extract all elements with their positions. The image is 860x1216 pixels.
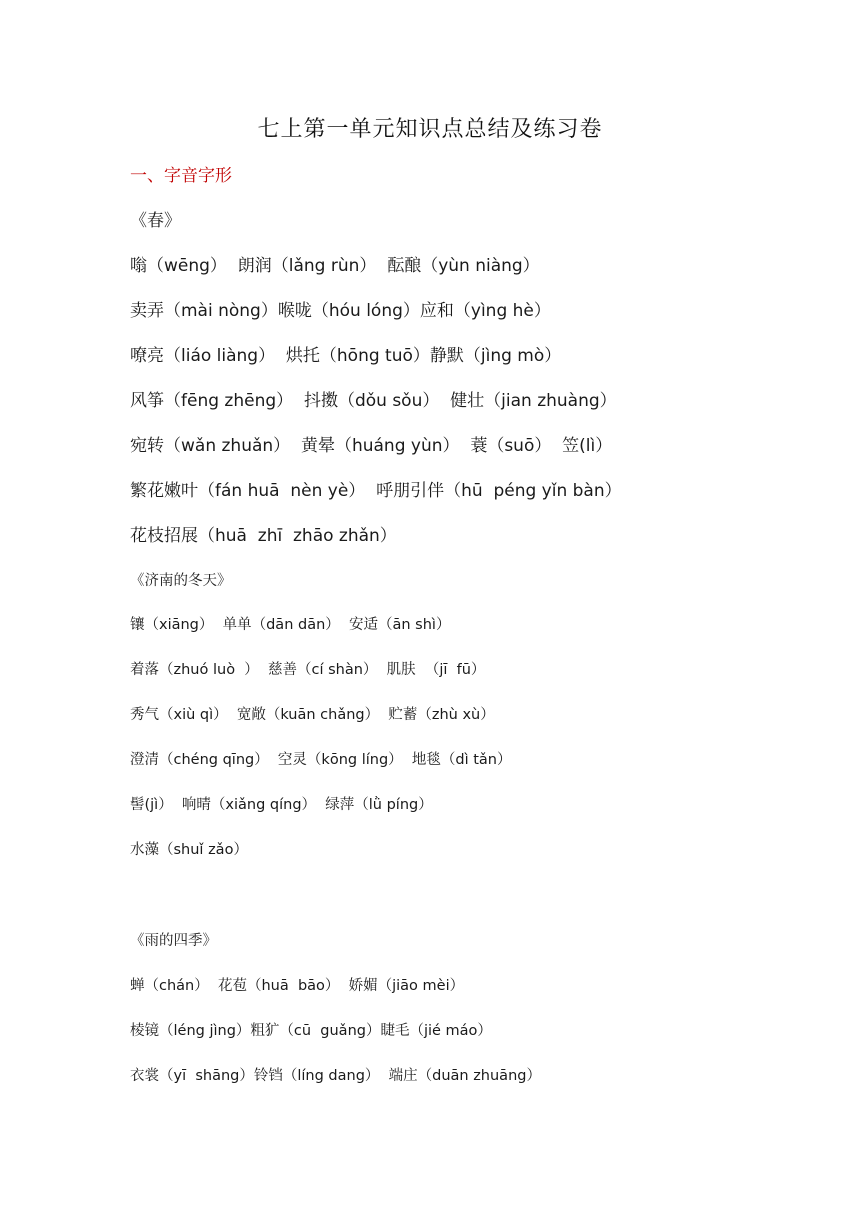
document-title: 七上第一单元知识点总结及练习卷 — [257, 117, 603, 142]
vocab-line: 水藻（shuǐ zǎo） — [130, 842, 248, 858]
vocab-line: 镶（xiāng） 单单（dān dān） 安适（ān shì） — [130, 617, 451, 633]
vocab-line: 蝉（chán） 花苞（huā bāo） 娇媚（jiāo mèi） — [130, 978, 465, 994]
vocab-line: 髻(jì） 响晴（xiǎng qíng） 绿萍（lǜ píng） — [130, 797, 433, 813]
lesson-title-jinan: 《济南的冬天》 — [130, 573, 232, 589]
vocab-line: 风筝（fēng zhēng） 抖擞（dǒu sǒu） 健壮（jian zhuàng） — [130, 391, 617, 411]
lesson-title-yu: 《雨的四季》 — [130, 933, 217, 949]
vocab-line: 宛转（wǎn zhuǎn） 黄晕（huáng yùn） 蓑（suō） 笠(lì） — [130, 436, 613, 456]
lesson-title-chun: 《春》 — [130, 211, 181, 231]
vocab-line: 着落（zhuó luò ） 慈善（cí shàn） 肌肤 （jī fū） — [130, 662, 486, 678]
vocab-line: 衣裳（yī shāng）铃铛（líng dang） 端庄（duān zhuāng） — [130, 1068, 541, 1084]
vocab-line: 卖弄（mài nòng）喉咙（hóu lóng）应和（yìng hè） — [130, 301, 551, 321]
vocab-line: 棱镜（léng jìng）粗犷（cū guǎng）睫毛（jié máo） — [130, 1023, 492, 1039]
vocab-line: 嘹亮（liáo liàng） 烘托（hōng tuō）静默（jìng mò） — [130, 346, 562, 366]
section-heading-pronunciation: 一、字音字形 — [130, 166, 232, 186]
vocab-line: 秀气（xiù qì） 宽敞（kuān chǎng） 贮蓄（zhù xù） — [130, 707, 495, 723]
vocab-line: 澄清（chéng qīng） 空灵（kōng líng） 地毯（dì tǎn） — [130, 752, 512, 768]
vocab-line: 繁花嫩叶（fán huā nèn yè） 呼朋引伴（hū péng yǐn bàn） — [130, 481, 622, 501]
vocab-line: 花枝招展（huā zhī zhāo zhǎn） — [130, 526, 397, 546]
vocab-line: 嗡（wēng） 朗润（lǎng rùn） 酝酿（yùn niàng） — [130, 256, 540, 276]
